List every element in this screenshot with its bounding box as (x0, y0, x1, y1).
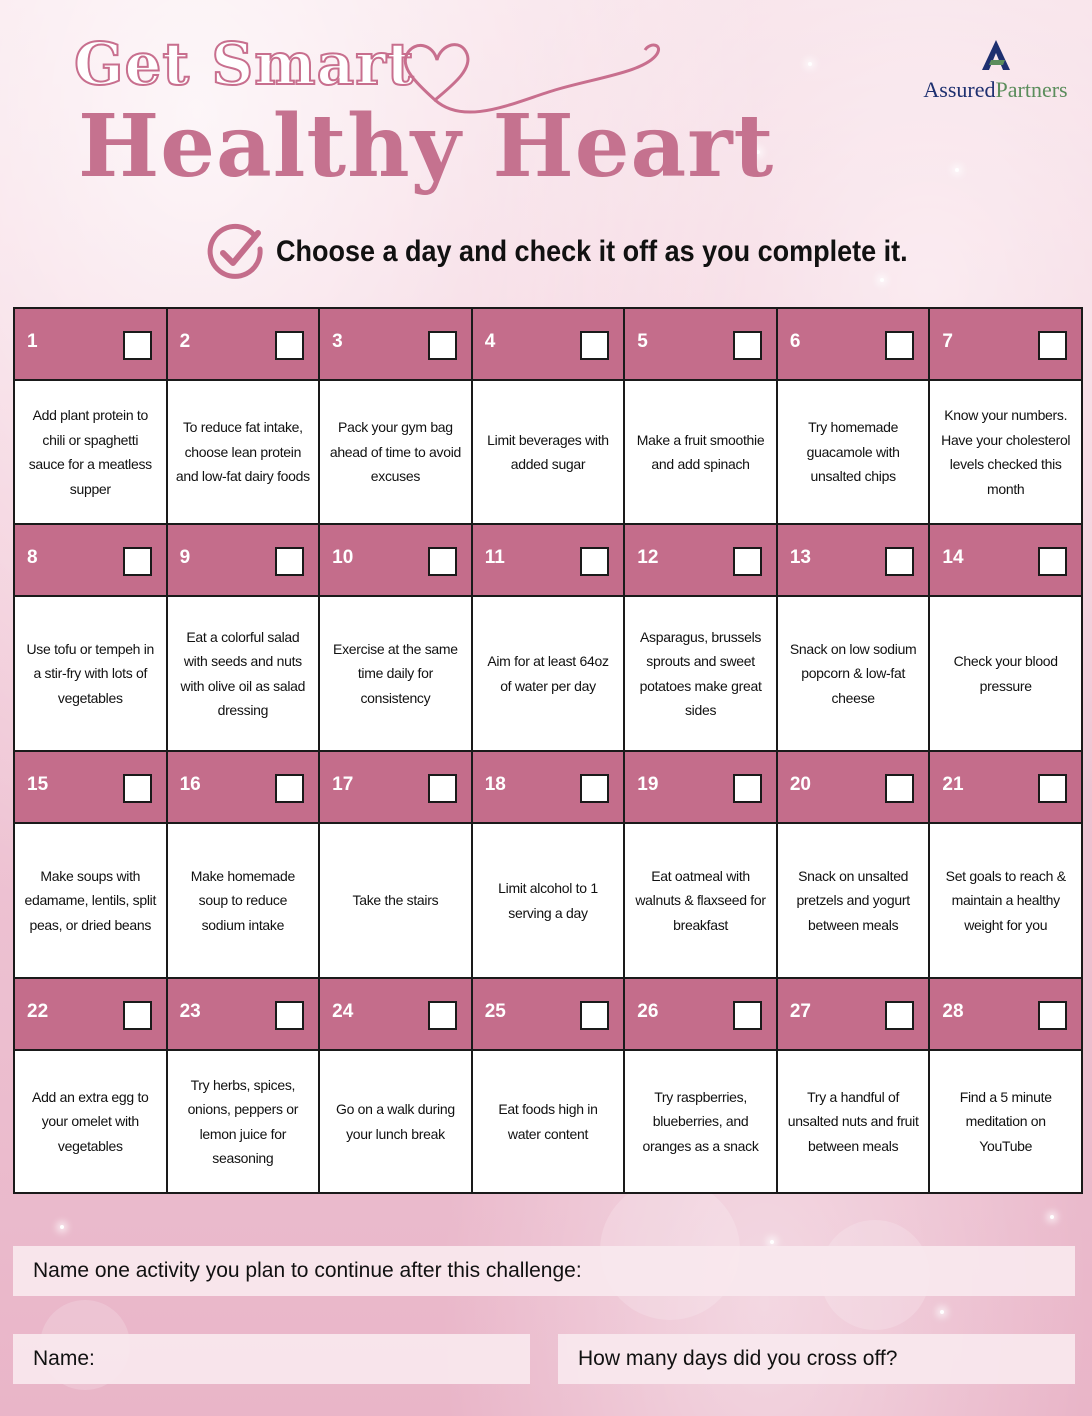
day-number: 13 (789, 547, 811, 568)
day-checkbox[interactable] (123, 774, 152, 803)
day-activity: Try raspberries, blueberries, and oranges as a snack (625, 1049, 776, 1192)
challenge-calendar (13, 307, 1083, 1194)
day-number: 11 (484, 547, 505, 568)
day-activity: Make a fruit smoothie and add spinach (625, 379, 776, 523)
day-cell (778, 752, 929, 977)
day-number: 12 (637, 547, 659, 568)
day-cell (778, 309, 929, 523)
day-activity: Try a handful of unsalted nuts and fruit between meals (778, 1049, 929, 1192)
day-activity: Take the stairs (320, 822, 471, 977)
day-checkbox[interactable] (580, 331, 609, 360)
day-activity: Find a 5 minute meditation on YouTube (930, 1049, 1081, 1192)
day-cell (168, 752, 319, 977)
day-checkbox[interactable] (885, 331, 914, 360)
checkmark-circle-icon (204, 221, 266, 283)
day-number: 18 (484, 774, 506, 795)
day-number: 14 (942, 547, 964, 568)
day-cell (15, 752, 166, 977)
day-header (930, 525, 1081, 595)
day-header (625, 525, 776, 595)
day-cell (930, 979, 1081, 1192)
day-header (168, 525, 319, 595)
day-activity: Check your blood pressure (930, 595, 1081, 750)
day-cell (473, 979, 624, 1192)
day-activity: Try homemade guacamole with unsalted chips (778, 379, 929, 523)
day-checkbox[interactable] (580, 774, 609, 803)
continue-activity-field[interactable] (13, 1246, 1075, 1296)
day-header (625, 979, 776, 1049)
logo-text-partners: Partners (995, 77, 1068, 102)
day-header (320, 752, 471, 822)
day-cell (15, 979, 166, 1192)
day-checkbox[interactable] (123, 1001, 152, 1030)
day-checkbox[interactable] (733, 547, 762, 576)
day-checkbox[interactable] (733, 1001, 762, 1030)
day-header (15, 309, 166, 379)
day-activity: Add an extra egg to your omelet with vegetables (15, 1049, 166, 1192)
day-activity: Add plant protein to chili or spaghetti sauce for a meatless supper (15, 379, 166, 523)
day-number: 10 (332, 547, 354, 568)
day-header (778, 979, 929, 1049)
day-header (168, 752, 319, 822)
day-cell (930, 525, 1081, 750)
day-activity: Make homemade soup to reduce sodium intake (168, 822, 319, 977)
day-header (320, 525, 471, 595)
company-logo (913, 38, 1078, 103)
day-header (778, 525, 929, 595)
day-checkbox[interactable] (1038, 774, 1067, 803)
day-header (15, 979, 166, 1049)
day-header (320, 979, 471, 1049)
days-crossed-label: How many days did you cross off? (578, 1347, 898, 1370)
day-activity: Asparagus, brussels sprouts and sweet potatoes make great sides (625, 595, 776, 750)
day-cell (625, 525, 776, 750)
day-checkbox[interactable] (275, 331, 304, 360)
day-number: 9 (179, 547, 191, 568)
day-activity: Eat a colorful salad with seeds and nuts with olive oil as salad dressing (168, 595, 319, 750)
day-checkbox[interactable] (275, 774, 304, 803)
sparkle-decoration (770, 1240, 774, 1244)
day-number: 24 (332, 1001, 354, 1022)
name-field[interactable] (13, 1334, 530, 1384)
day-cell (168, 309, 319, 523)
day-cell (625, 979, 776, 1192)
day-checkbox[interactable] (885, 774, 914, 803)
day-checkbox[interactable] (580, 547, 609, 576)
day-activity: Eat foods high in water content (473, 1049, 624, 1192)
day-number: 8 (27, 547, 38, 568)
day-cell (473, 752, 624, 977)
title-line-2: Healthy Heart (78, 96, 775, 197)
day-number: 27 (789, 1001, 811, 1022)
day-checkbox[interactable] (428, 547, 457, 576)
day-cell (320, 979, 471, 1192)
day-checkbox[interactable] (885, 547, 914, 576)
day-checkbox[interactable] (733, 774, 762, 803)
day-cell (930, 309, 1081, 523)
day-number: 22 (27, 1001, 49, 1022)
day-cell (320, 752, 471, 977)
day-checkbox[interactable] (275, 1001, 304, 1030)
day-cell (473, 525, 624, 750)
day-activity: Limit beverages with added sugar (473, 379, 624, 523)
day-activity: Eat oatmeal with walnuts & flaxseed for breakfast (625, 822, 776, 977)
day-cell (320, 525, 471, 750)
day-header (625, 752, 776, 822)
instruction-row (204, 220, 978, 284)
day-checkbox[interactable] (275, 547, 304, 576)
day-number: 21 (942, 774, 964, 795)
instruction-text: Choose a day and check it off as you complete it. (276, 235, 908, 268)
day-header (15, 525, 166, 595)
day-cell (473, 309, 624, 523)
day-activity: Aim for at least 64oz of water per day (473, 595, 624, 750)
day-cell (320, 309, 471, 523)
day-number: 26 (637, 1001, 659, 1022)
day-number: 19 (637, 774, 659, 795)
sparkle-decoration (955, 168, 959, 172)
day-checkbox[interactable] (1038, 331, 1067, 360)
day-number: 16 (179, 774, 201, 795)
sparkle-decoration (60, 1225, 64, 1229)
day-number: 7 (942, 331, 953, 352)
day-header (930, 979, 1081, 1049)
day-number: 23 (179, 1001, 201, 1022)
day-cell (625, 309, 776, 523)
day-checkbox[interactable] (885, 1001, 914, 1030)
title-line-1: Get Smart (74, 30, 415, 98)
day-checkbox[interactable] (580, 1001, 609, 1030)
day-checkbox[interactable] (123, 547, 152, 576)
day-activity: Set goals to reach & maintain a healthy weight for you (930, 822, 1081, 977)
day-checkbox[interactable] (733, 331, 762, 360)
day-header (778, 752, 929, 822)
day-number: 6 (789, 331, 801, 352)
day-header (930, 752, 1081, 822)
day-activity: To reduce fat intake, choose lean protein and low-fat dairy foods (168, 379, 319, 523)
days-crossed-field[interactable] (558, 1334, 1075, 1384)
day-checkbox[interactable] (1038, 1001, 1067, 1030)
day-number: 1 (27, 331, 38, 352)
sparkle-decoration (1050, 1215, 1054, 1219)
sparkle-decoration (940, 1310, 944, 1314)
day-header (930, 309, 1081, 379)
day-checkbox[interactable] (1038, 547, 1067, 576)
day-activity: Use tofu or tempeh in a stir-fry with lots of vegetables (15, 595, 166, 750)
day-cell (778, 979, 929, 1192)
day-number: 20 (789, 774, 811, 795)
day-cell (15, 309, 166, 523)
day-cell (168, 979, 319, 1192)
day-activity: Exercise at the same time daily for consistency (320, 595, 471, 750)
day-number: 3 (332, 331, 343, 352)
day-number: 15 (27, 774, 49, 795)
day-cell (625, 752, 776, 977)
day-header (625, 309, 776, 379)
day-number: 25 (484, 1001, 506, 1022)
day-activity: Go on a walk during your lunch break (320, 1049, 471, 1192)
day-number: 5 (637, 331, 648, 352)
day-header (473, 525, 624, 595)
day-activity: Limit alcohol to 1 serving a day (473, 822, 624, 977)
day-checkbox[interactable] (428, 1001, 457, 1030)
day-cell (930, 752, 1081, 977)
day-activity: Snack on unsalted pretzels and yogurt between meals (778, 822, 929, 977)
day-header (15, 752, 166, 822)
day-activity: Snack on low sodium popcorn & low-fat cheese (778, 595, 929, 750)
day-number: 17 (332, 774, 354, 795)
day-header (168, 309, 319, 379)
day-activity: Make soups with edamame, lentils, split peas, or dried beans (15, 822, 166, 977)
name-label: Name: (33, 1347, 95, 1370)
day-header (778, 309, 929, 379)
day-header (168, 979, 319, 1049)
day-cell (778, 525, 929, 750)
day-header (320, 309, 471, 379)
day-checkbox[interactable] (123, 331, 152, 360)
logo-a-icon (979, 38, 1013, 72)
continue-activity-label: Name one activity you plan to continue after this challenge: (33, 1259, 582, 1282)
day-activity: Pack your gym bag ahead of time to avoid excuses (320, 379, 471, 523)
sparkle-decoration (808, 62, 812, 66)
day-header (473, 979, 624, 1049)
logo-text-assured: Assured (923, 77, 996, 102)
day-activity: Know your numbers. Have your cholesterol levels checked this month (930, 379, 1081, 523)
day-number: 28 (942, 1001, 964, 1022)
day-number: 4 (484, 331, 496, 352)
day-activity: Try herbs, spices, onions, peppers or lemon juice for seasoning (168, 1049, 319, 1192)
day-cell (15, 525, 166, 750)
day-checkbox[interactable] (428, 774, 457, 803)
day-header (473, 752, 624, 822)
day-checkbox[interactable] (428, 331, 457, 360)
day-number: 2 (179, 331, 191, 352)
day-cell (168, 525, 319, 750)
day-header (473, 309, 624, 379)
